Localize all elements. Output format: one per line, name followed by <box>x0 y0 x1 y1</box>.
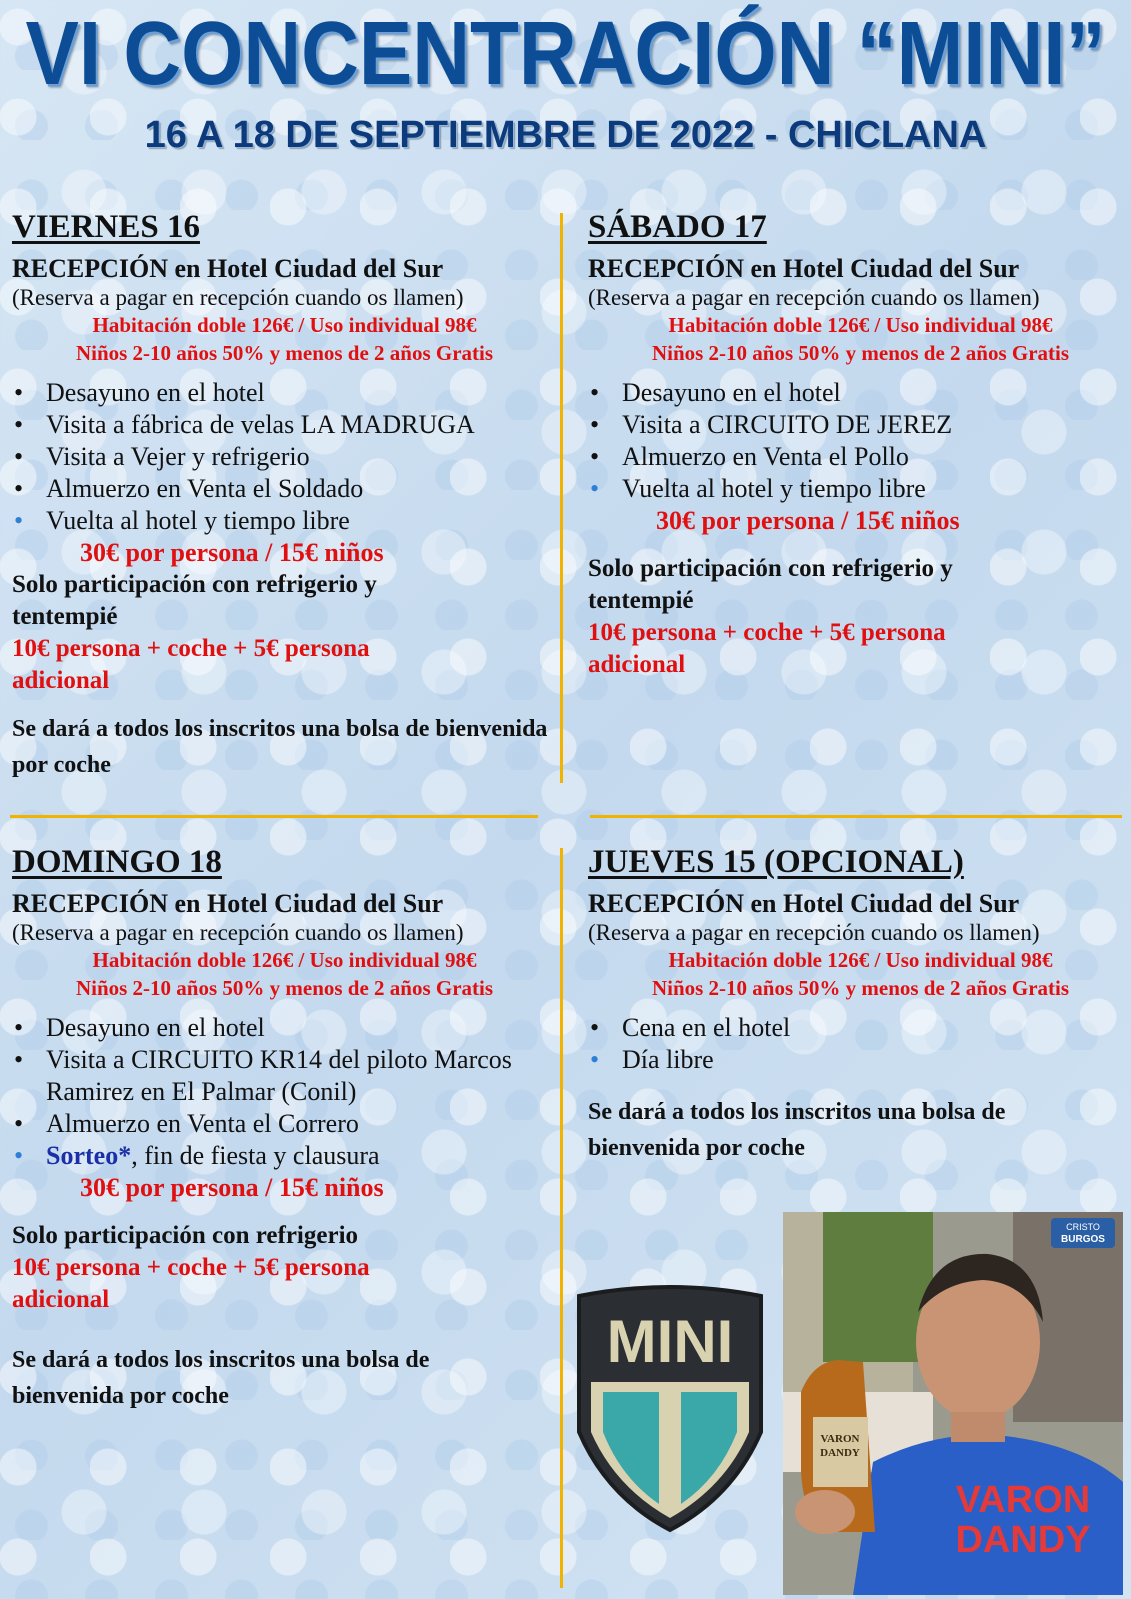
svg-text:DANDY: DANDY <box>955 1519 1091 1561</box>
divider-horizontal-right <box>590 815 1122 818</box>
list-item: • Visita a fábrica de velas LA MADRUGA <box>14 410 475 439</box>
bullet-icon: • <box>590 410 600 439</box>
friday-welcome-bag: Se dará a todos los inscritos una bolsa de bienvenida por coche <box>12 716 548 778</box>
svg-text:MINI: MINI <box>606 1308 734 1375</box>
list-item: • Día libre <box>590 1045 714 1074</box>
list-item: • Visita a CIRCUITO DE JEREZ <box>590 410 953 439</box>
svg-text:VARON: VARON <box>955 1479 1091 1521</box>
friday-room-prices: Habitación doble 126€ / Uso individual 98€ <box>92 313 477 337</box>
divider-horizontal-left <box>10 815 538 818</box>
sunday-reception: RECEPCIÓN en Hotel Ciudad del Sur <box>12 889 444 918</box>
saturday-section <box>588 208 1131 681</box>
sunday-day-heading: DOMINGO 18 <box>12 844 222 880</box>
list-item: • Almuerzo en Venta el Soldado <box>14 474 364 503</box>
raffle-label: Sorteo* <box>46 1141 132 1170</box>
bullet-icon: • <box>14 1141 24 1170</box>
sunday-extra-price: 10€ persona + coche + 5€ persona adicional <box>12 1254 370 1313</box>
sunday-activities <box>12 1012 567 1172</box>
saturday-activities <box>588 377 1131 505</box>
friday-children-prices: Niños 2-10 años 50% y menos de 2 años Gratis <box>75 341 494 365</box>
bullet-icon: • <box>590 474 600 503</box>
saturday-price: 30€ por persona / 15€ niños <box>656 506 960 535</box>
friday-extra-price: 10€ persona + coche + 5€ persona adicional <box>12 635 370 694</box>
list-item: • Cena en el hotel <box>590 1013 791 1042</box>
list-item: • Almuerzo en Venta el Correro <box>14 1109 359 1138</box>
bullet-icon: • <box>14 506 24 535</box>
list-item: • Desayuno en el hotel <box>14 1013 265 1042</box>
saturday-only-participation: Solo participación con refrigerio y tentempié <box>588 555 953 614</box>
sunday-section <box>12 843 567 1414</box>
bullet-icon: • <box>14 442 24 471</box>
list-item: • Vuelta al hotel y tiempo libre <box>590 474 926 503</box>
thursday-activities <box>588 1012 1131 1076</box>
thursday-reservation-note: (Reserva a pagar en recepción cuando os llamen) <box>588 920 1040 945</box>
list-item: • Desayuno en el hotel <box>590 378 841 407</box>
friday-reception: RECEPCIÓN en Hotel Ciudad del Sur <box>12 254 444 283</box>
bullet-icon: • <box>14 1109 24 1138</box>
bullet-icon: • <box>14 1013 24 1042</box>
friday-only-participation: Solo participación con refrigerio y tentempié <box>12 571 377 630</box>
friday-price: 30€ por persona / 15€ niños <box>80 538 384 567</box>
saturday-day-heading: SÁBADO 17 <box>588 209 767 245</box>
list-item: • Sorteo*, fin de fiesta y clausura <box>14 1141 380 1170</box>
mini-logo <box>573 1282 767 1534</box>
bullet-icon: • <box>590 378 600 407</box>
bullet-icon: • <box>14 410 24 439</box>
list-item: • Visita a CIRCUITO KR14 del piloto Marcos Ramirez en El Palmar (Conil) <box>14 1045 512 1106</box>
thursday-reception: RECEPCIÓN en Hotel Ciudad del Sur <box>588 889 1020 918</box>
saturday-children-prices: Niños 2-10 años 50% y menos de 2 años Gratis <box>651 341 1070 365</box>
list-item: • Vuelta al hotel y tiempo libre <box>14 506 350 535</box>
bullet-icon: • <box>590 1013 600 1042</box>
page-subtitle: 16 A 18 DE SEPTIEMBRE DE 2022 - CHICLANA <box>144 114 987 156</box>
list-item: • Visita a Vejer y refrigerio <box>14 442 310 471</box>
saturday-room-prices: Habitación doble 126€ / Uso individual 98€ <box>668 313 1053 337</box>
thursday-section <box>588 843 1131 1166</box>
photo-man-with-bottle <box>783 1212 1123 1595</box>
svg-text:VARON: VARON <box>820 1433 860 1445</box>
saturday-reservation-note: (Reserva a pagar en recepción cuando os llamen) <box>588 285 1040 310</box>
friday-activities <box>12 377 567 537</box>
list-item: • Desayuno en el hotel <box>14 378 265 407</box>
svg-text:BURGOS: BURGOS <box>1061 1234 1105 1245</box>
page-title: VI CONCENTRACIÓN “MINI” <box>25 3 1106 104</box>
svg-text:DANDY: DANDY <box>820 1447 860 1459</box>
sunday-price: 30€ por persona / 15€ niños <box>80 1173 384 1202</box>
svg-text:CRISTO: CRISTO <box>1066 1222 1100 1232</box>
friday-reservation-note: (Reserva a pagar en recepción cuando os llamen) <box>12 285 464 310</box>
list-item: • Almuerzo en Venta el Pollo <box>590 442 909 471</box>
sunday-reservation-note: (Reserva a pagar en recepción cuando os llamen) <box>12 920 464 945</box>
bullet-icon: • <box>590 1045 600 1074</box>
thursday-welcome-bag: Se dará a todos los inscritos una bolsa de bienvenida por coche <box>588 1099 1006 1161</box>
bullet-icon: • <box>14 1045 24 1074</box>
sunday-room-prices: Habitación doble 126€ / Uso individual 98€ <box>92 948 477 972</box>
friday-section <box>12 208 567 783</box>
thursday-day-heading: JUEVES 15 (OPCIONAL) <box>588 844 964 880</box>
bullet-icon: • <box>14 378 24 407</box>
thursday-room-prices: Habitación doble 126€ / Uso individual 98€ <box>668 948 1053 972</box>
saturday-reception: RECEPCIÓN en Hotel Ciudad del Sur <box>588 254 1020 283</box>
friday-day-heading: VIERNES 16 <box>12 209 200 245</box>
bullet-icon: • <box>14 474 24 503</box>
bullet-icon: • <box>590 442 600 471</box>
saturday-extra-price: 10€ persona + coche + 5€ persona adicional <box>588 619 946 678</box>
thursday-children-prices: Niños 2-10 años 50% y menos de 2 años Gratis <box>651 976 1070 1000</box>
sunday-welcome-bag: Se dará a todos los inscritos una bolsa de bienvenida por coche <box>12 1347 430 1409</box>
sunday-children-prices: Niños 2-10 años 50% y menos de 2 años Gratis <box>75 976 494 1000</box>
sunday-only-participation: Solo participación con refrigerio <box>12 1222 359 1249</box>
